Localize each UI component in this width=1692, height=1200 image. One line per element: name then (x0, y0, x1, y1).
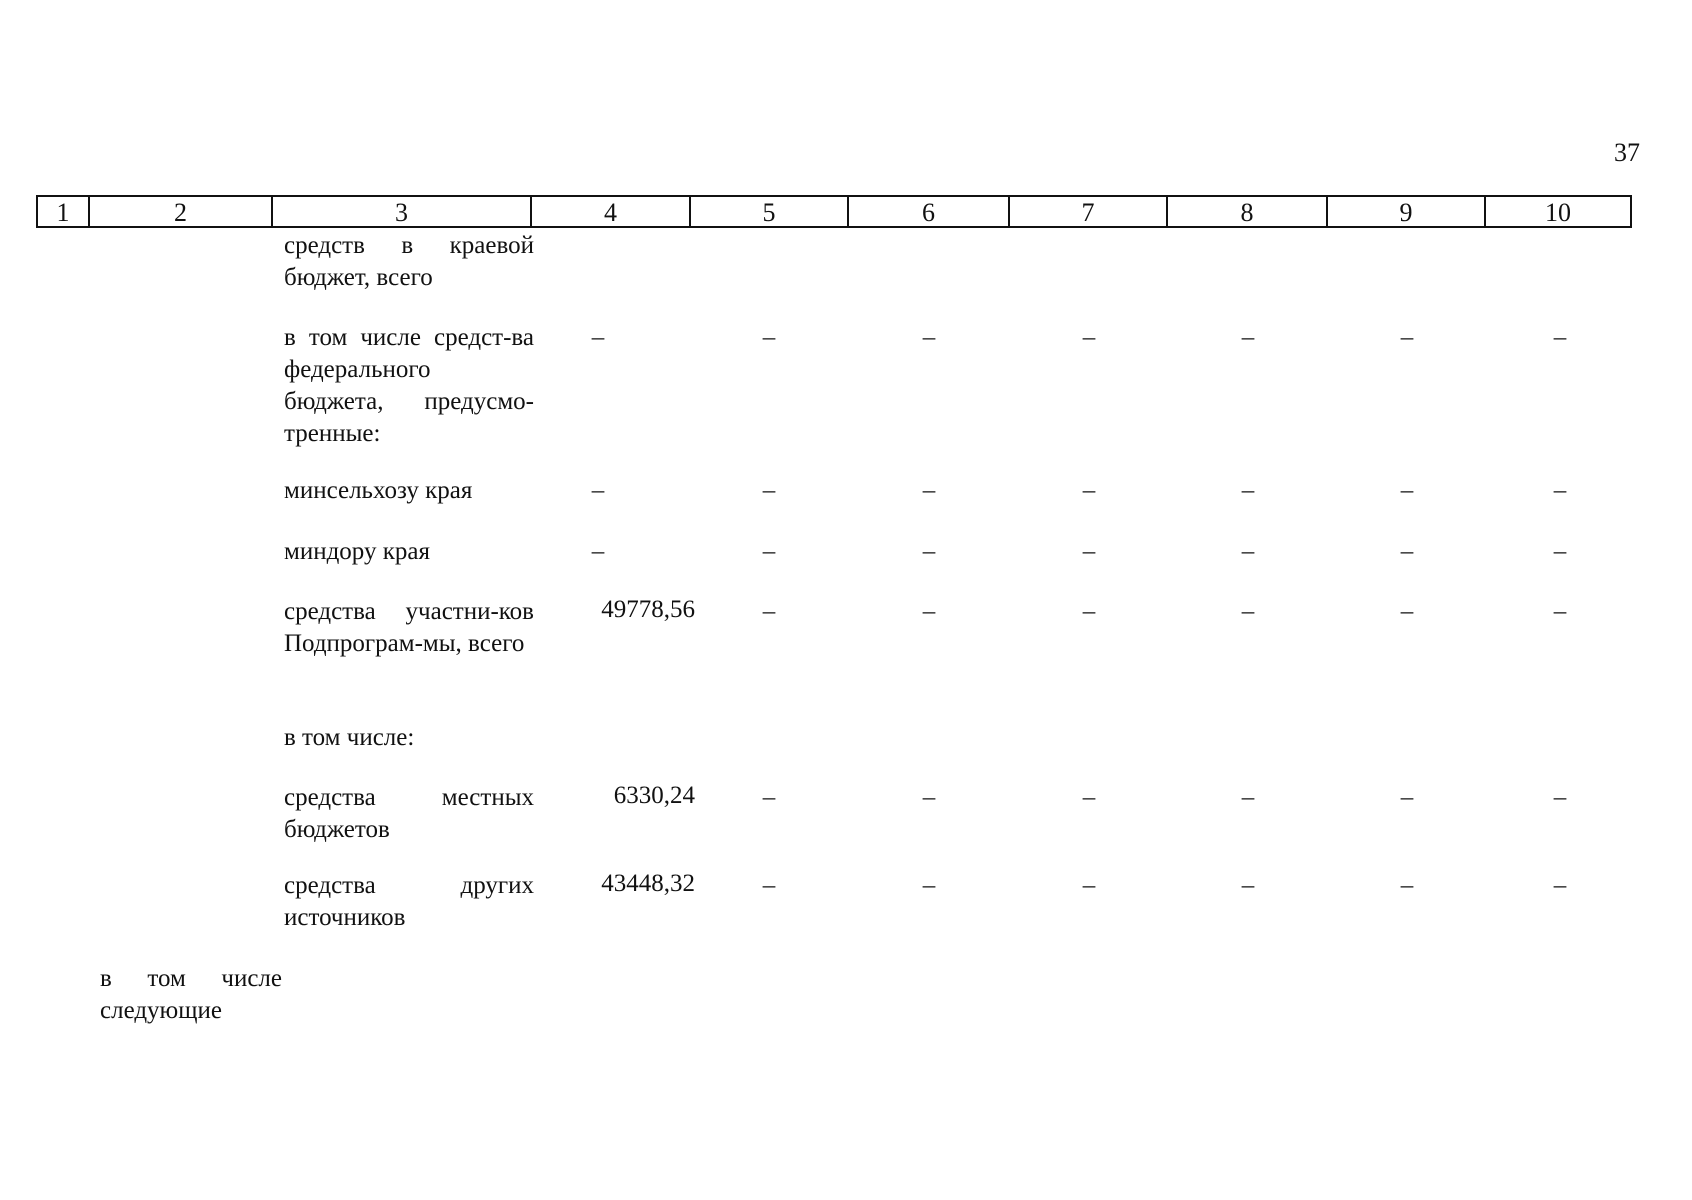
row-description: средства местных бюджетов (284, 784, 534, 843)
row-dash-col9: – (1400, 872, 1414, 899)
row-dash-col7: – (1082, 538, 1096, 565)
row-dash-col9: – (1400, 784, 1414, 811)
row-dash-col7: – (1082, 784, 1096, 811)
page-number: 37 (1614, 138, 1640, 167)
row-dash-col7: – (1082, 598, 1096, 625)
row-dash-col5: – (762, 598, 776, 625)
header-cell-9: 9 (1328, 197, 1486, 228)
row-dash-col6: – (922, 872, 936, 899)
table-header-row (36, 195, 1632, 228)
row-value-col4: – (591, 477, 605, 504)
row-dash-col8: – (1241, 598, 1255, 625)
row-dash-col5: – (762, 784, 776, 811)
header-cell-8: 8 (1168, 197, 1328, 228)
row-dash-col6: – (922, 477, 936, 504)
row-dash-col7: – (1082, 477, 1096, 504)
header-cell-4: 4 (532, 197, 691, 228)
row-value-col4: 6330,24 (613, 782, 695, 809)
row-dash-col5: – (762, 872, 776, 899)
row-dash-col6: – (922, 324, 936, 351)
row-value-col4: 43448,32 (601, 870, 695, 897)
header-cell-5: 5 (691, 197, 849, 228)
row-dash-col10: – (1553, 538, 1567, 565)
row-dash-col10: – (1553, 324, 1567, 351)
row-dash-col5: – (762, 538, 776, 565)
row-dash-col7: – (1082, 872, 1096, 899)
row-dash-col8: – (1241, 324, 1255, 351)
header-cell-2: 2 (90, 197, 273, 228)
row-dash-col10: – (1553, 477, 1567, 504)
column-2-text: в том числе следующие (100, 965, 282, 1024)
row-description: средств в краевой бюджет, всего (284, 232, 534, 291)
header-cell-6: 6 (849, 197, 1010, 228)
row-dash-col5: – (762, 324, 776, 351)
row-dash-col8: – (1241, 538, 1255, 565)
header-cell-1: 1 (38, 197, 90, 228)
row-dash-col9: – (1400, 538, 1414, 565)
row-dash-col6: – (922, 598, 936, 625)
row-value-col4: – (591, 324, 605, 351)
row-dash-col9: – (1400, 324, 1414, 351)
row-dash-col6: – (922, 538, 936, 565)
row-description: миндору края (284, 538, 430, 565)
row-description: средства других источников (284, 872, 534, 931)
row-value-col4: 49778,56 (601, 596, 695, 623)
header-cell-10: 10 (1545, 198, 1571, 227)
row-description: средства участни-ков Подпрограм-мы, всего (284, 598, 534, 657)
row-value-col4: – (591, 538, 605, 565)
row-description: в том числе: (284, 724, 415, 751)
row-dash-col10: – (1553, 598, 1567, 625)
row-description: в том числе средст-ва федерального бюджета, предусмо-тренные: (284, 324, 534, 447)
row-dash-col8: – (1241, 872, 1255, 899)
row-dash-col8: – (1241, 477, 1255, 504)
row-dash-col8: – (1241, 784, 1255, 811)
row-dash-col10: – (1553, 872, 1567, 899)
row-dash-col9: – (1400, 477, 1414, 504)
row-dash-col9: – (1400, 598, 1414, 625)
row-description: минсельхозу края (284, 477, 473, 504)
row-dash-col10: – (1553, 784, 1567, 811)
row-dash-col6: – (922, 784, 936, 811)
row-dash-col5: – (762, 477, 776, 504)
header-cell-3: 3 (273, 197, 532, 228)
header-cell-7: 7 (1010, 197, 1168, 228)
row-dash-col7: – (1082, 324, 1096, 351)
